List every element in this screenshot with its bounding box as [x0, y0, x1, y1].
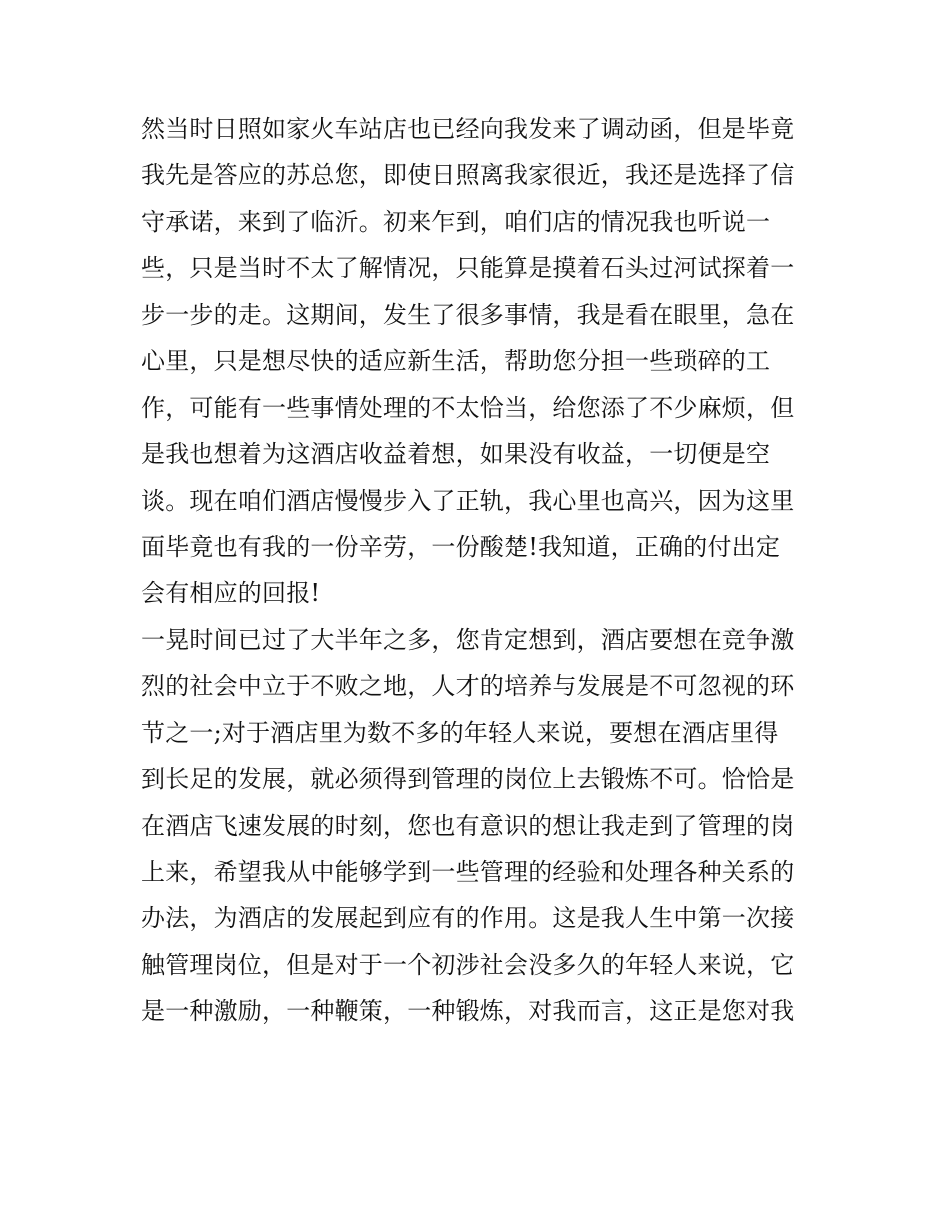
text-line: 步一步的走。这期间，发生了很多事情，我是看在眼里，急在 — [141, 300, 795, 329]
text-line: 守承诺，来到了临沂。初来乍到，咱们店的情况我也听说一 — [141, 207, 771, 236]
text-line: 节之一;对于酒店里为数不多的年轻人来说，要想在酒店里得 — [141, 718, 779, 747]
text-line: 我先是答应的苏总您，即使日照离我家很近，我还是选择了信 — [141, 161, 795, 190]
text-line: 作，可能有一些事情处理的不太恰当，给您添了不少麻烦，但 — [141, 393, 795, 422]
text-line: 一晃时间已过了大半年之多，您肯定想到，酒店要想在竞争激 — [141, 625, 795, 654]
text-line: 谈。现在咱们酒店慢慢步入了正轨，我心里也高兴，因为这里 — [141, 486, 795, 515]
text-line: 到长足的发展，就必须得到管理的岗位上去锻炼不可。恰恰是 — [141, 765, 795, 794]
text-line: 办法，为酒店的发展起到应有的作用。这是我人生中第一次接 — [141, 904, 795, 933]
text-line: 烈的社会中立于不败之地，人才的培养与发展是不可忽视的环 — [141, 672, 795, 701]
text-line: 心里，只是想尽快的适应新生活，帮助您分担一些琐碎的工 — [141, 347, 771, 376]
text-line: 触管理岗位，但是对于一个初涉社会没多久的年轻人来说，它 — [141, 950, 795, 979]
text-line: 是我也想着为这酒店收益着想，如果没有收益，一切便是空 — [141, 440, 771, 469]
text-line: 在酒店飞速发展的时刻，您也有意识的想让我走到了管理的岗 — [141, 811, 795, 840]
text-line: 上来，希望我从中能够学到一些管理的经验和处理各种关系的 — [141, 858, 795, 886]
text-line: 面毕竟也有我的一份辛劳，一份酸楚!我知道，正确的付出定 — [141, 532, 781, 561]
text-line: 些，只是当时不太了解情况，只能算是摸着石头过河试探着一 — [141, 254, 795, 283]
text-line: 然当时日照如家火车站店也已经向我发来了调动函，但是毕竟 — [141, 115, 795, 143]
text-line: 会有相应的回报! — [141, 579, 321, 608]
body-text — [141, 106, 821, 1035]
text-line: 是一种激励，一种鞭策，一种锻炼，对我而言，这正是您对我 — [141, 997, 795, 1026]
